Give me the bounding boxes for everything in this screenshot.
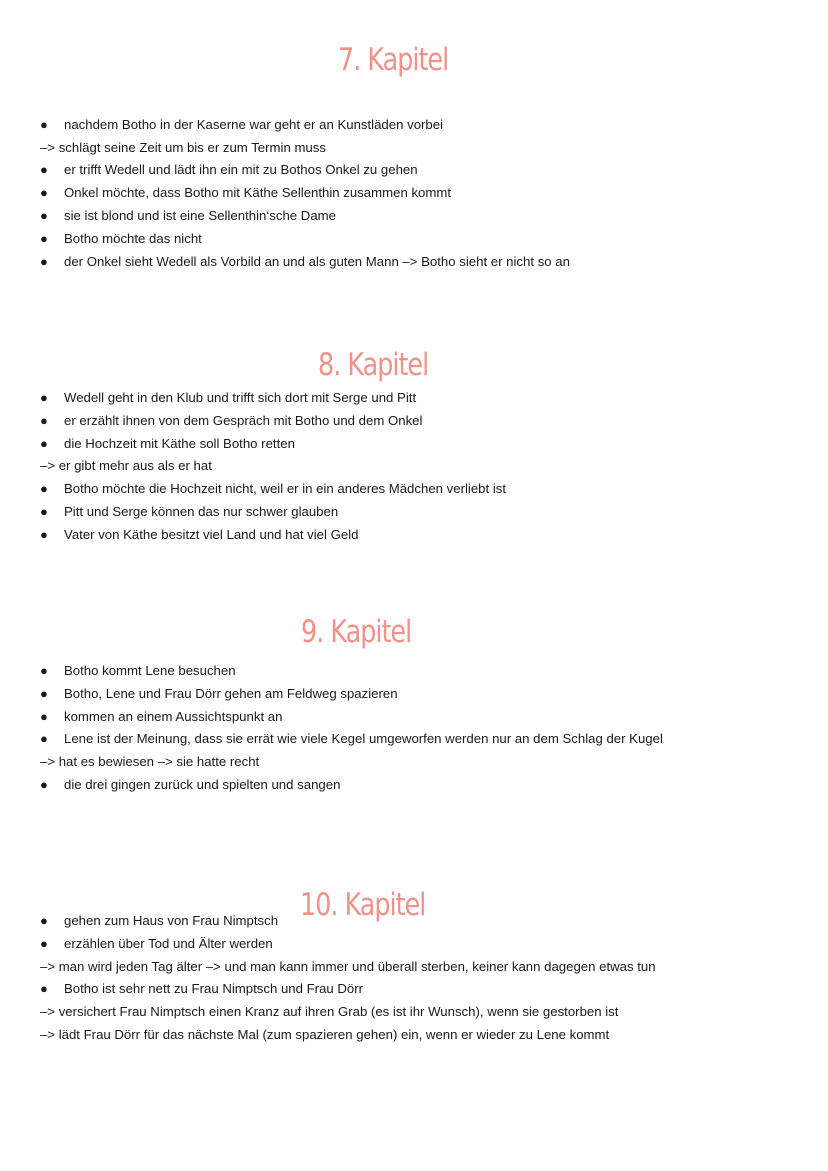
list-item-text: gehen zum Haus von Frau Nimptsch [64, 913, 279, 928]
bullet-icon: ● [40, 162, 48, 177]
list-item [40, 709, 282, 725]
arrow-note: –> er gibt mehr aus als er hat [40, 458, 212, 473]
list-item [40, 777, 340, 793]
list-item [40, 936, 273, 952]
list-item [40, 208, 336, 224]
arrow-note: –> lädt Frau Dörr für das nächste Mal (zum spazieren gehen) ein, wenn er wieder zu Lene kommt [40, 1027, 610, 1042]
list-item [40, 527, 358, 543]
chapter-10-title: 10. Kapitel [300, 887, 426, 923]
list-item-text: Botho, Lene und Frau Dörr gehen am Feldweg spazieren [64, 686, 398, 701]
bullet-icon: ● [40, 504, 48, 519]
list-item [40, 436, 295, 452]
chapter-9-title: 9. Kapitel [301, 614, 412, 650]
list-item [40, 663, 236, 679]
bullet-icon: ● [40, 981, 48, 996]
list-item [40, 390, 416, 406]
arrow-note: –> versichert Frau Nimptsch einen Kranz auf ihren Grab (es ist ihr Wunsch), wenn sie gestorben ist [40, 1004, 619, 1019]
list-item [40, 162, 418, 178]
list-item-text: er trifft Wedell und lädt ihn ein mit zu Bothos Onkel zu gehen [64, 162, 418, 177]
list-item [40, 185, 451, 201]
list-item [40, 254, 570, 270]
list-item-text: die drei gingen zurück und spielten und sangen [64, 777, 341, 792]
bullet-icon: ● [40, 936, 48, 951]
list-item-text: erzählen über Tod und Älter werden [64, 936, 273, 951]
list-item [40, 504, 338, 520]
bullet-icon: ● [40, 436, 48, 451]
arrow-note: –> man wird jeden Tag älter –> und man kann immer und überall sterben, keiner kann dagegen etwas tun [40, 959, 656, 974]
bullet-icon: ● [40, 527, 48, 542]
list-item-text: der Onkel sieht Wedell als Vorbild an und als guten Mann –> Botho sieht er nicht so an [64, 254, 570, 269]
bullet-icon: ● [40, 208, 48, 223]
list-item [40, 731, 663, 747]
bullet-icon: ● [40, 777, 48, 792]
list-item [40, 413, 422, 429]
bullet-icon: ● [40, 686, 48, 701]
list-item-text: nachdem Botho in der Kaserne war geht er an Kunstläden vorbei [64, 117, 444, 132]
list-item-text: kommen an einem Aussichtspunkt an [64, 709, 283, 724]
list-item-text: Onkel möchte, dass Botho mit Käthe Sellenthin zusammen kommt [64, 185, 452, 200]
bullet-icon: ● [40, 481, 48, 496]
list-item-text: Botho möchte das nicht [64, 231, 202, 246]
list-item [40, 231, 202, 247]
list-item [40, 686, 398, 702]
bullet-icon: ● [40, 390, 48, 405]
list-item-text: die Hochzeit mit Käthe soll Botho retten [64, 436, 295, 451]
list-item-text: Botho ist sehr nett zu Frau Nimptsch und Frau Dörr [64, 981, 364, 996]
chapter-8-title: 8. Kapitel [318, 347, 429, 383]
list-item-text: Botho möchte die Hochzeit nicht, weil er in ein anderes Mädchen verliebt ist [64, 481, 507, 496]
bullet-icon: ● [40, 254, 48, 269]
chapter-7-title: 7. Kapitel [338, 42, 449, 78]
list-item [40, 981, 363, 997]
bullet-icon: ● [40, 185, 48, 200]
bullet-icon: ● [40, 731, 48, 746]
list-item-text: Lene ist der Meinung, dass sie errät wie viele Kegel umgeworfen werden nur an dem Schlag der Kugel [64, 731, 663, 746]
bullet-icon: ● [40, 709, 48, 724]
list-item-text: Vater von Käthe besitzt viel Land und hat viel Geld [64, 527, 359, 542]
list-item [40, 117, 443, 133]
bullet-icon: ● [40, 117, 48, 132]
list-item-text: Botho kommt Lene besuchen [64, 663, 236, 678]
bullet-icon: ● [40, 231, 48, 246]
bullet-icon: ● [40, 413, 48, 428]
list-item-text: sie ist blond und ist eine Sellenthin‘sche Dame [64, 208, 336, 223]
list-item [40, 913, 278, 929]
arrow-note: –> hat es bewiesen –> sie hatte recht [40, 754, 260, 769]
list-item-text: Wedell geht in den Klub und trifft sich dort mit Serge und Pitt [64, 390, 417, 405]
list-item [40, 481, 506, 497]
bullet-icon: ● [40, 913, 48, 928]
bullet-icon: ● [40, 663, 48, 678]
arrow-note: –> schlägt seine Zeit um bis er zum Termin muss [40, 140, 326, 155]
list-item-text: Pitt und Serge können das nur schwer glauben [64, 504, 339, 519]
list-item-text: er erzählt ihnen von dem Gespräch mit Botho und dem Onkel [64, 413, 423, 428]
